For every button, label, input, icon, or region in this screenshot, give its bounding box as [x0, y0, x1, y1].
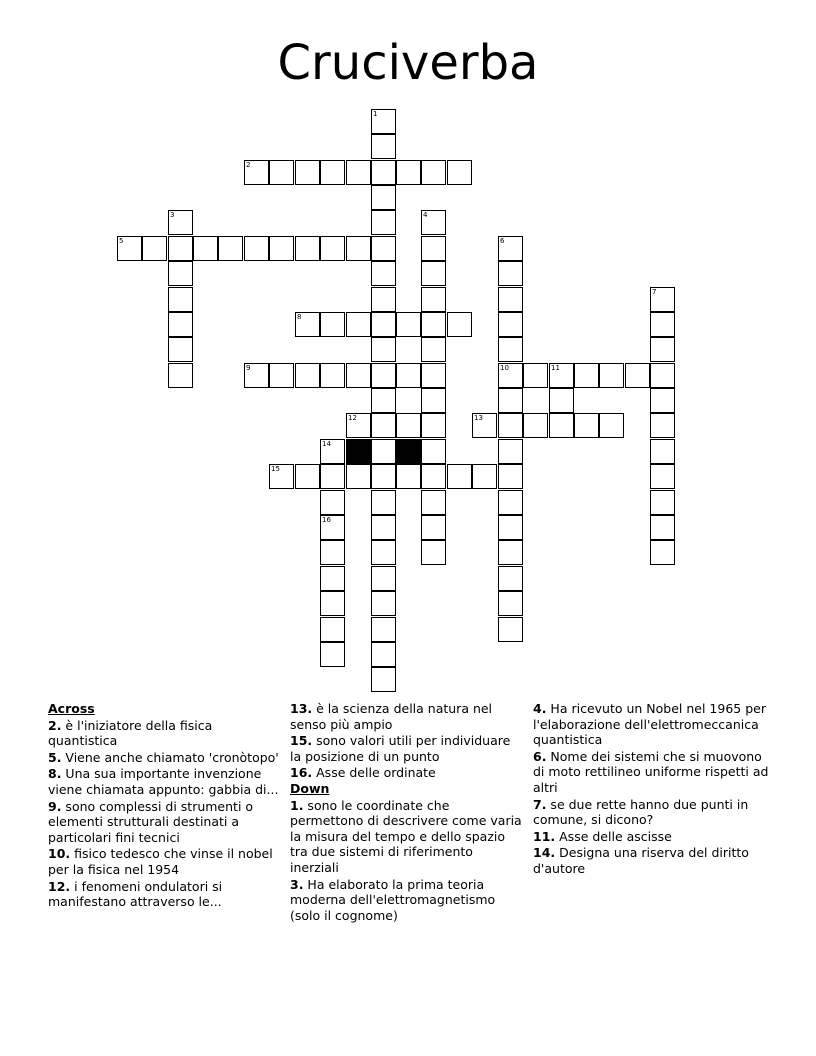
- grid-cell[interactable]: [625, 363, 650, 388]
- grid-cell[interactable]: [650, 439, 675, 464]
- grid-cell[interactable]: [599, 363, 624, 388]
- clue-number: 2: [246, 161, 251, 169]
- clues-column-2: [290, 701, 522, 923]
- clue-number: 13: [474, 414, 483, 422]
- grid-cell[interactable]: [346, 160, 371, 185]
- grid-cell[interactable]: [320, 236, 345, 261]
- clue-text: Designa una riserva del diritto d'autore: [533, 845, 749, 876]
- grid-cell[interactable]: [498, 515, 523, 540]
- clue-number: 16: [322, 516, 331, 524]
- clue-text: Una sua importante invenzione viene chiamata appunto: gabbia di...: [48, 766, 279, 797]
- grid-cell[interactable]: [168, 261, 193, 286]
- clue-number: 3: [170, 211, 175, 219]
- grid-cell[interactable]: [396, 464, 421, 489]
- grid-block: [346, 439, 371, 464]
- clue-label: 13.: [290, 701, 313, 716]
- grid-cell[interactable]: [650, 490, 675, 515]
- grid-cell[interactable]: [498, 388, 523, 413]
- grid-cell[interactable]: [371, 617, 396, 642]
- grid-cell[interactable]: [168, 363, 193, 388]
- grid-cell[interactable]: [549, 388, 574, 413]
- clue-label: 1.: [290, 797, 304, 813]
- grid-cell[interactable]: [320, 363, 345, 388]
- clue-item: [533, 749, 773, 796]
- grid-cell[interactable]: [396, 363, 421, 388]
- clue-text: i fenomeni ondulatori si manifestano attraverso le...: [48, 878, 223, 910]
- clue-number: 8: [297, 313, 302, 321]
- grid-cell[interactable]: [421, 413, 446, 438]
- grid-cell[interactable]: [371, 540, 396, 565]
- grid-cell[interactable]: [650, 464, 675, 489]
- grid-cell[interactable]: [498, 439, 523, 464]
- clue-label: 9.: [48, 798, 62, 814]
- grid-cell[interactable]: [320, 642, 345, 667]
- clue-label: 11.: [533, 828, 556, 844]
- clue-item: [48, 846, 280, 877]
- grid-cell[interactable]: [371, 185, 396, 210]
- grid-cell[interactable]: [498, 312, 523, 337]
- grid-cell[interactable]: [346, 413, 371, 438]
- grid-cell[interactable]: [117, 236, 142, 261]
- grid-cell[interactable]: [549, 413, 574, 438]
- clue-label: 16.: [290, 765, 313, 781]
- grid-cell[interactable]: [320, 490, 345, 515]
- clue-number: 12: [348, 414, 357, 422]
- grid-cell[interactable]: [371, 667, 396, 692]
- clues-column-1: [48, 701, 280, 910]
- clue-label: 8.: [48, 766, 62, 782]
- grid-cell[interactable]: [650, 312, 675, 337]
- grid-cell[interactable]: [421, 210, 446, 235]
- grid-cell[interactable]: [295, 312, 320, 337]
- clue-number: 6: [500, 237, 505, 245]
- grid-cell[interactable]: [168, 287, 193, 312]
- clue-item: [290, 765, 522, 781]
- grid-cell[interactable]: [396, 413, 421, 438]
- grid-cell[interactable]: [320, 312, 345, 337]
- clue-item: [290, 733, 522, 764]
- clue-text: Ha elaborato la prima teoria moderna dell'elettromagnetismo (solo il cognome): [290, 876, 496, 923]
- clue-number: 1: [373, 110, 378, 118]
- grid-cell[interactable]: [574, 413, 599, 438]
- clue-item: [48, 879, 280, 910]
- grid-cell[interactable]: [168, 236, 193, 261]
- grid-cell[interactable]: [549, 363, 574, 388]
- grid-cell[interactable]: [421, 363, 446, 388]
- grid-cell[interactable]: [320, 160, 345, 185]
- grid-cell[interactable]: [244, 160, 269, 185]
- clue-item: [290, 877, 522, 924]
- clue-number: 14: [322, 440, 331, 448]
- clue-text: sono le coordinate che permettono di descrivere come varia la misura del tempo e dello spazio tra due sistemi di riferimento inerziali: [290, 797, 522, 875]
- clue-item: [48, 799, 280, 846]
- grid-cell[interactable]: [269, 160, 294, 185]
- clue-label: 15.: [290, 733, 313, 749]
- clue-item: [290, 798, 522, 876]
- clue-text: sono valori utili per individuare la posizione di un punto: [290, 733, 511, 764]
- clue-number: 15: [271, 465, 280, 473]
- clues-column-3: [533, 701, 773, 877]
- grid-cell[interactable]: [346, 236, 371, 261]
- grid-cell[interactable]: [193, 236, 218, 261]
- grid-cell[interactable]: [650, 515, 675, 540]
- grid-cell[interactable]: [168, 210, 193, 235]
- grid-cell[interactable]: [498, 566, 523, 591]
- clue-text: Asse delle ascisse: [555, 828, 672, 844]
- grid-cell[interactable]: [421, 287, 446, 312]
- clue-item: [533, 845, 773, 876]
- grid-cell[interactable]: [371, 464, 396, 489]
- grid-cell[interactable]: [498, 337, 523, 362]
- clue-text: è l'iniziatore della fisica quantistica: [48, 717, 213, 749]
- grid-cell[interactable]: [421, 160, 446, 185]
- grid-cell[interactable]: [498, 261, 523, 286]
- grid-cell[interactable]: [421, 490, 446, 515]
- clue-text: Asse delle ordinate: [312, 765, 436, 781]
- grid-cell[interactable]: [498, 236, 523, 261]
- grid-cell[interactable]: [650, 363, 675, 388]
- grid-cell[interactable]: [498, 464, 523, 489]
- grid-cell[interactable]: [498, 540, 523, 565]
- grid-cell[interactable]: [371, 337, 396, 362]
- clue-text: fisico tedesco che vinse il nobel per la fisica nel 1954: [48, 846, 273, 877]
- grid-cell[interactable]: [244, 363, 269, 388]
- clue-text: sono complessi di strumenti o elementi strutturali destinati a particolari fini tecnici: [48, 798, 254, 845]
- clue-label: 5.: [48, 749, 62, 765]
- grid-cell[interactable]: [472, 464, 497, 489]
- clue-label: 12.: [48, 878, 71, 894]
- grid-cell[interactable]: [650, 388, 675, 413]
- clue-text: se due rette hanno due punti in comune, si dicono?: [533, 796, 749, 828]
- section-heading: Across: [48, 701, 95, 716]
- grid-cell[interactable]: [320, 617, 345, 642]
- grid-cell[interactable]: [523, 413, 548, 438]
- page-title: Cruciverba: [277, 35, 539, 91]
- clue-item: [48, 750, 280, 766]
- grid-cell[interactable]: [371, 388, 396, 413]
- clue-item: [533, 797, 773, 828]
- grid-cell[interactable]: [421, 312, 446, 337]
- grid-cell[interactable]: [447, 312, 472, 337]
- grid-cell[interactable]: [295, 160, 320, 185]
- grid-cell[interactable]: [371, 109, 396, 134]
- grid-cell[interactable]: [218, 236, 243, 261]
- clue-label: 4.: [533, 701, 547, 716]
- grid-cell[interactable]: [371, 566, 396, 591]
- grid-cell[interactable]: [650, 287, 675, 312]
- grid-cell[interactable]: [421, 337, 446, 362]
- grid-cell[interactable]: [346, 464, 371, 489]
- grid-cell[interactable]: [498, 413, 523, 438]
- grid-cell[interactable]: [650, 413, 675, 438]
- clue-number: 9: [246, 364, 251, 372]
- grid-cell[interactable]: [168, 337, 193, 362]
- grid-cell[interactable]: [371, 363, 396, 388]
- grid-cell[interactable]: [421, 236, 446, 261]
- grid-cell[interactable]: [447, 160, 472, 185]
- grid-cell[interactable]: [295, 236, 320, 261]
- grid-cell[interactable]: [244, 236, 269, 261]
- grid-cell[interactable]: [371, 210, 396, 235]
- clue-label: 14.: [533, 845, 556, 861]
- grid-cell[interactable]: [295, 464, 320, 489]
- grid-cell[interactable]: [371, 642, 396, 667]
- grid-cell[interactable]: [421, 388, 446, 413]
- clue-text: Nome dei sistemi che si muovono di moto rettilineo uniforme rispetti ad altri: [533, 748, 769, 795]
- grid-cell[interactable]: [142, 236, 167, 261]
- grid-cell[interactable]: [320, 515, 345, 540]
- clue-label: 7.: [533, 796, 547, 812]
- clue-number: 10: [500, 364, 509, 372]
- clue-label: 3.: [290, 876, 304, 892]
- grid-cell[interactable]: [371, 490, 396, 515]
- grid-cell[interactable]: [346, 312, 371, 337]
- clue-text: Viene anche chiamato 'cronòtopo': [61, 749, 279, 765]
- grid-cell[interactable]: [269, 464, 294, 489]
- clue-item: [533, 829, 773, 845]
- grid-cell[interactable]: [421, 515, 446, 540]
- grid-cell[interactable]: [269, 236, 294, 261]
- grid-cell[interactable]: [396, 312, 421, 337]
- grid-cell[interactable]: [320, 439, 345, 464]
- grid-cell[interactable]: [472, 413, 497, 438]
- grid-cell[interactable]: [421, 464, 446, 489]
- section-heading: Down: [290, 780, 330, 796]
- grid-cell[interactable]: [320, 540, 345, 565]
- grid-cell[interactable]: [447, 464, 472, 489]
- grid-cell[interactable]: [396, 160, 421, 185]
- grid-cell[interactable]: [421, 540, 446, 565]
- clue-text: è la scienza della natura nel senso più ampio: [290, 701, 493, 732]
- grid-cell[interactable]: [421, 261, 446, 286]
- grid-cell[interactable]: [371, 413, 396, 438]
- clue-item: [533, 701, 773, 748]
- clue-label: 2.: [48, 717, 62, 733]
- clue-text: Ha ricevuto un Nobel nel 1965 per l'elaborazione dell'elettromeccanica quantistica: [533, 701, 766, 748]
- grid-cell[interactable]: [295, 363, 320, 388]
- grid-cell[interactable]: [498, 591, 523, 616]
- grid-cell[interactable]: [346, 363, 371, 388]
- clue-item: [48, 718, 280, 749]
- clue-label: 6.: [533, 748, 547, 764]
- grid-cell[interactable]: [371, 312, 396, 337]
- grid-cell[interactable]: [498, 363, 523, 388]
- grid-cell[interactable]: [371, 134, 396, 159]
- grid-cell[interactable]: [574, 363, 599, 388]
- clue-number: 11: [551, 364, 560, 372]
- grid-cell[interactable]: [371, 160, 396, 185]
- grid-cell[interactable]: [320, 464, 345, 489]
- grid-cell[interactable]: [168, 312, 193, 337]
- grid-cell[interactable]: [269, 363, 294, 388]
- clue-number: 5: [119, 237, 124, 245]
- grid-cell[interactable]: [371, 287, 396, 312]
- clue-number: 7: [652, 288, 657, 296]
- grid-cell[interactable]: [371, 236, 396, 261]
- grid-cell[interactable]: [498, 490, 523, 515]
- grid-cell[interactable]: [320, 566, 345, 591]
- grid-cell[interactable]: [371, 591, 396, 616]
- grid-cell[interactable]: [371, 515, 396, 540]
- grid-cell[interactable]: [599, 413, 624, 438]
- grid-cell[interactable]: [650, 337, 675, 362]
- grid-cell[interactable]: [320, 591, 345, 616]
- clue-item: [48, 766, 280, 797]
- clue-number: 4: [423, 211, 428, 219]
- grid-cell[interactable]: [498, 287, 523, 312]
- clue-item: [290, 701, 522, 732]
- grid-cell[interactable]: [371, 261, 396, 286]
- grid-cell[interactable]: [498, 617, 523, 642]
- clue-label: 10.: [48, 846, 71, 862]
- grid-cell[interactable]: [421, 439, 446, 464]
- grid-cell[interactable]: [371, 439, 396, 464]
- grid-block: [396, 439, 421, 464]
- grid-cell[interactable]: [650, 540, 675, 565]
- grid-cell[interactable]: [523, 363, 548, 388]
